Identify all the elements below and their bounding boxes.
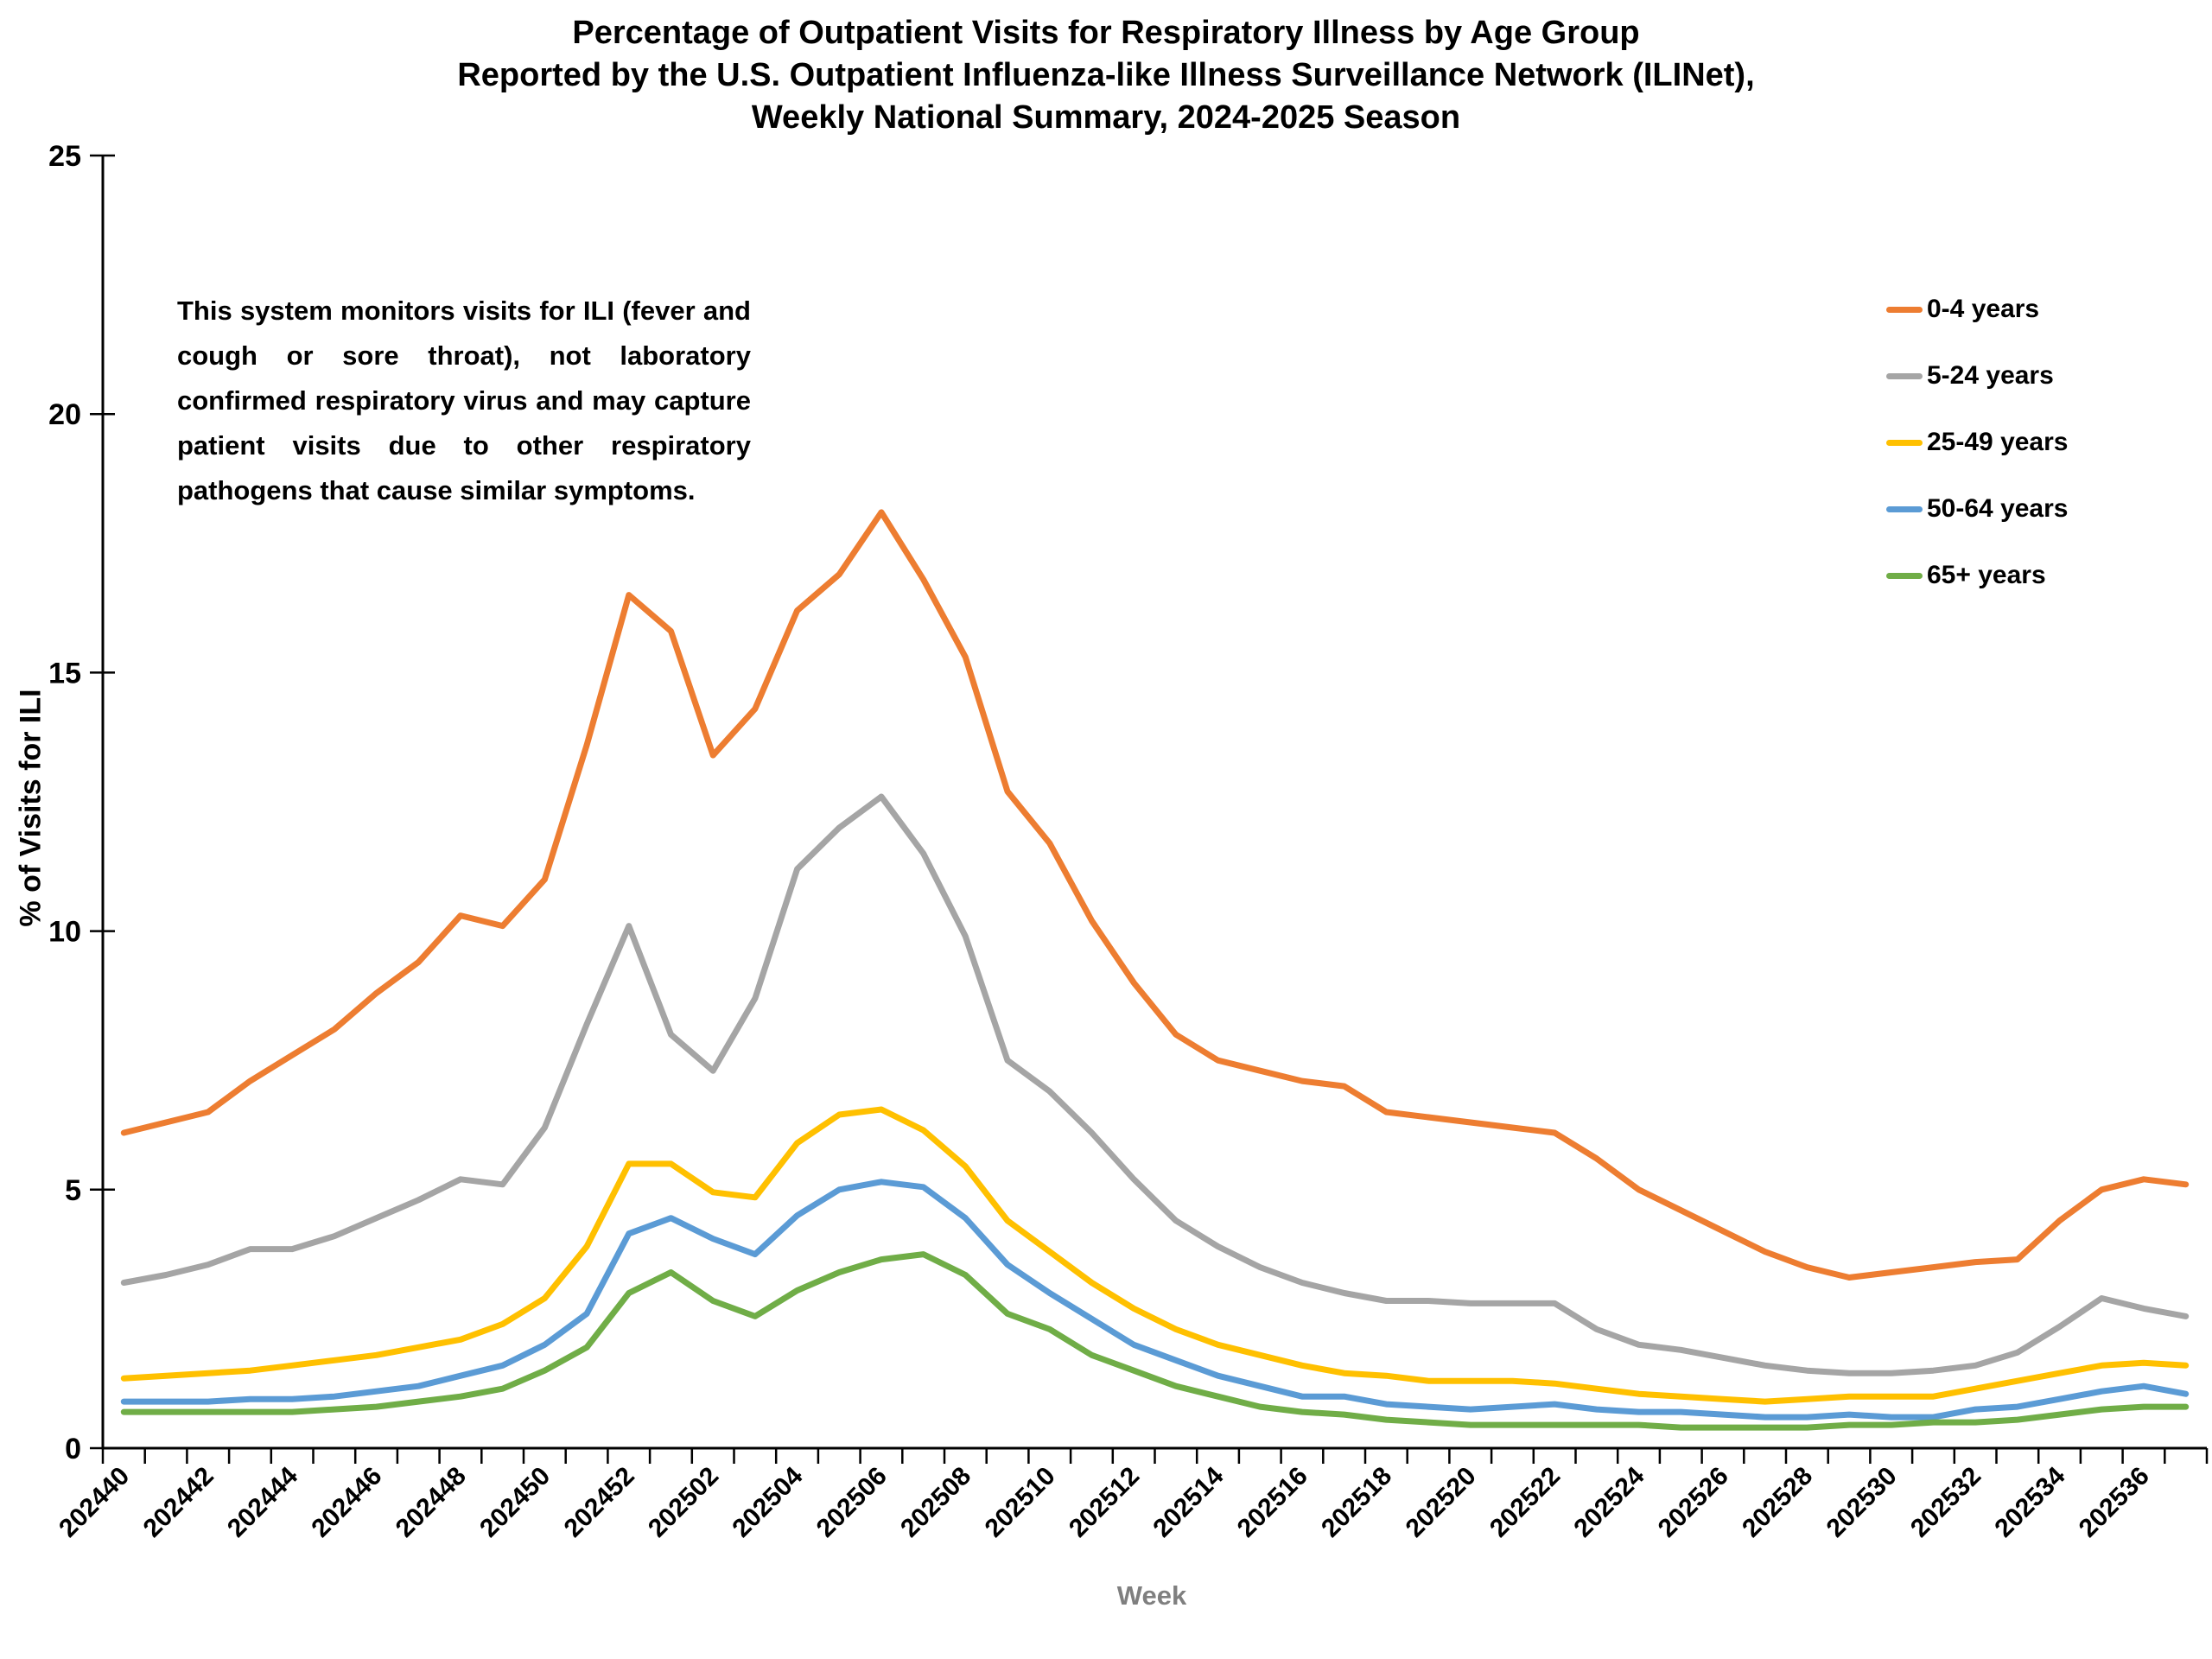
annotation-text: This system monitors visits for ILI (fever and cough or sore throat), not laboratory confirmed respiratory virus and may capture patient visits due to other respiratory pathogens that cause similar symptoms. xyxy=(177,296,751,505)
series-line-65-years xyxy=(124,1255,2185,1428)
legend-label-0-4-years: 0-4 years xyxy=(1927,295,2040,323)
legend-label-25-49-years: 25-49 years xyxy=(1927,428,2069,456)
series-line-5-24-years xyxy=(124,797,2185,1373)
x-tick-label: 202506 xyxy=(810,1461,893,1543)
x-tick-label: 202446 xyxy=(306,1461,388,1543)
x-tick-label: 202514 xyxy=(1147,1461,1230,1543)
y-axis-title: % of Visits for ILI xyxy=(14,689,48,927)
y-tick-label: 10 xyxy=(48,915,81,949)
x-tick-label: 202512 xyxy=(1063,1461,1146,1543)
chart-title-line-1: Percentage of Outpatient Visits for Respiratory Illness by Age Group xyxy=(572,15,1640,51)
legend-item-50-64-years xyxy=(1886,494,2068,524)
series-line-50-64-years xyxy=(124,1182,2185,1417)
x-tick-label: 202518 xyxy=(1316,1461,1398,1543)
legend-label-50-64-years: 50-64 years xyxy=(1927,494,2069,523)
x-tick-label: 202528 xyxy=(1737,1461,1819,1543)
y-tick-label: 25 xyxy=(48,140,81,173)
chart-title-line-2: Reported by the U.S. Outpatient Influenza-like Illness Surveillance Network (ILINet), xyxy=(457,57,1755,93)
legend-swatch-65-years xyxy=(1886,573,1923,579)
x-tick-label: 202532 xyxy=(1904,1461,1987,1543)
x-tick-label: 202440 xyxy=(54,1461,136,1543)
y-tick-label: 0 xyxy=(65,1433,81,1465)
x-tick-label: 202516 xyxy=(1231,1461,1313,1543)
x-tick-label: 202504 xyxy=(727,1461,809,1543)
x-tick-label: 202536 xyxy=(2073,1461,2155,1543)
x-tick-label: 202520 xyxy=(1400,1461,1482,1543)
series-line-25-49-years xyxy=(124,1109,2185,1402)
x-tick-label: 202526 xyxy=(1652,1461,1734,1543)
y-tick-label: 15 xyxy=(48,657,81,690)
x-tick-label: 202524 xyxy=(1568,1461,1650,1543)
y-tick-label: 20 xyxy=(48,398,81,432)
x-tick-label: 202502 xyxy=(642,1461,725,1543)
x-tick-label: 202444 xyxy=(221,1461,304,1543)
legend-swatch-0-4-years xyxy=(1886,307,1923,313)
legend xyxy=(1886,295,2068,590)
x-tick-label: 202530 xyxy=(1821,1461,1903,1543)
x-tick-label: 202450 xyxy=(474,1461,556,1543)
legend-item-25-49-years xyxy=(1886,428,2068,457)
legend-swatch-50-64-years xyxy=(1886,506,1923,512)
series-line-0-4-years xyxy=(124,512,2185,1278)
x-tick-label: 202534 xyxy=(1989,1461,2071,1543)
legend-item-5-24-years xyxy=(1886,361,2068,391)
x-tick-label: 202448 xyxy=(390,1461,472,1543)
legend-item-65-years xyxy=(1886,561,2068,590)
x-tick-label: 202452 xyxy=(558,1461,640,1543)
x-tick-label: 202442 xyxy=(137,1461,219,1543)
chart-title-line-3: Weekly National Summary, 2024-2025 Season xyxy=(751,99,1461,136)
legend-swatch-5-24-years xyxy=(1886,373,1923,379)
x-axis-title: Week xyxy=(1116,1580,1187,1611)
x-tick-label: 202510 xyxy=(979,1461,1061,1543)
y-tick-label: 5 xyxy=(65,1173,81,1207)
legend-label-5-24-years: 5-24 years xyxy=(1927,361,2054,390)
legend-label-65-years: 65+ years xyxy=(1927,561,2046,589)
x-tick-label: 202522 xyxy=(1484,1461,1567,1543)
x-tick-label: 202508 xyxy=(895,1461,977,1543)
legend-swatch-25-49-years xyxy=(1886,440,1923,446)
legend-item-0-4-years xyxy=(1886,295,2068,324)
